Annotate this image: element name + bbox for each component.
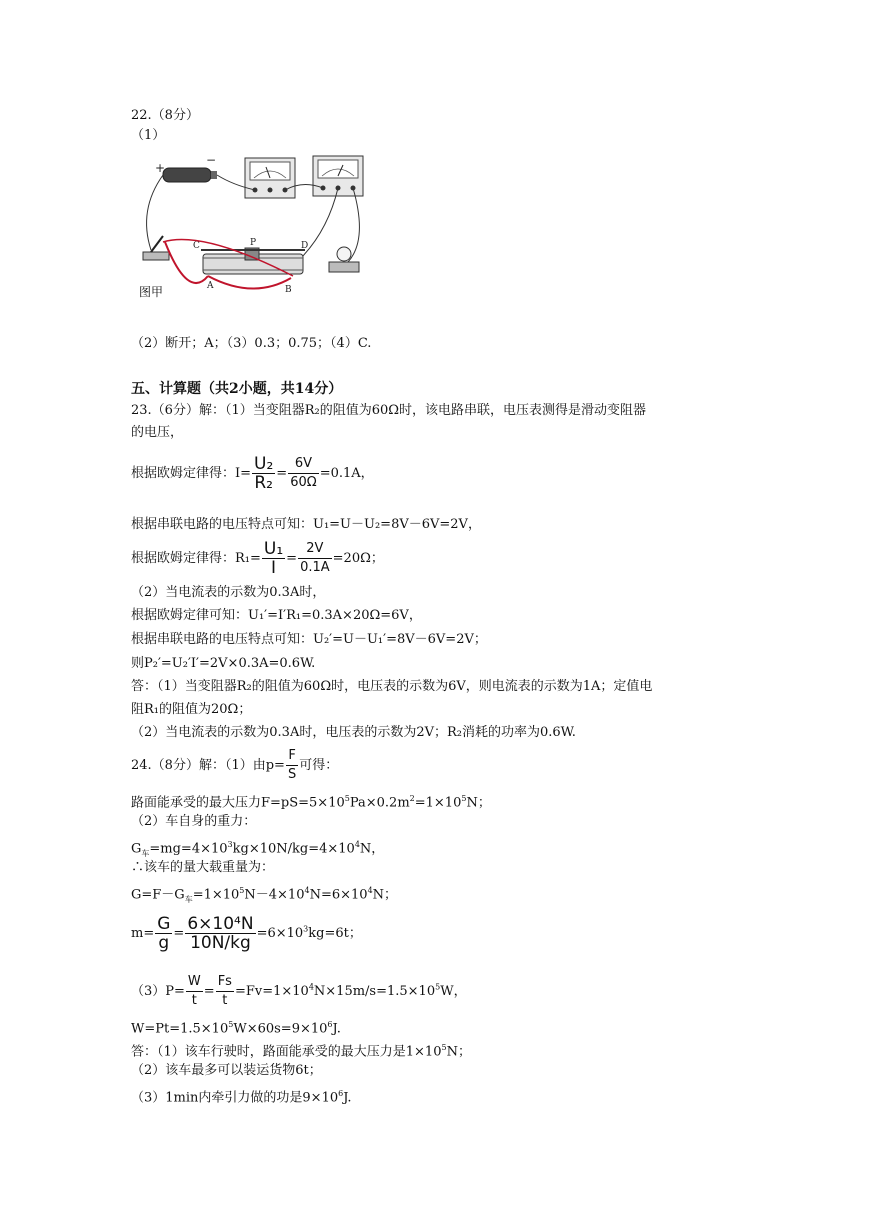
q22-answer: （2）断开；A；（3）0.3；0.75；（4）C.: [131, 336, 372, 351]
fraction: $\frac{G}{g}$: [157, 914, 171, 953]
q24-part2: （2）车自身的重力：: [131, 814, 257, 829]
q24-line1: 24.（8分）解：（1）由p= $\frac{F}{S}$ 可得：: [131, 748, 339, 782]
q22-header: 22.（8分）: [131, 108, 199, 123]
svg-text:A: A: [207, 281, 214, 291]
fraction: $\frac{6V}{60\Omega}$: [290, 456, 317, 490]
fraction: $\frac{Fs}{t}$: [217, 974, 232, 1008]
q23-ohm2: 根据欧姆定律得：R₁= $\frac{\text{U₁}}{I}$ = $\frac{2V}{0.1A}$ =20Ω；: [131, 539, 384, 578]
figure-label: 图甲: [139, 285, 164, 299]
svg-text:B: B: [285, 285, 292, 295]
q24-answer3: （3）1min内牵引力做的功是$9\times 10^6J$.: [131, 1089, 352, 1106]
q23-power: 则P₂′=U₂′I′=2V×0.3A=0.6W.: [131, 656, 316, 671]
q22-part1: （1）: [131, 128, 166, 143]
section-title: 五、计算题（共2小题，共14分）: [131, 381, 343, 397]
q23-answer1: 答：（1）当变阻器R₂的阻值为60Ω时，电压表的示数为6V，则电流表的示数为1A；定值电: [131, 679, 653, 694]
fraction: $\frac{\text{U₁}}{I}$: [263, 539, 284, 578]
q23-line2: 的电压，: [131, 425, 184, 440]
svg-text:P: P: [250, 238, 257, 248]
svg-text:C: C: [193, 241, 200, 251]
fraction: $\frac{F}{S}$: [287, 748, 297, 782]
q23-series2: 根据串联电路的电压特点可知：U₂′=U－U₁′=8V－6V=2V；: [131, 632, 487, 647]
q23-answer2: （2）当电流表的示数为0.3A时，电压表的示数为2V；R₂消耗的功率为0.6W.: [131, 725, 576, 740]
q24-load: $G=F-G_车=1\times 10^5N-4\times 10^4N=6\times 10^4N$；: [131, 886, 398, 904]
q24-answer2: （2）该车最多可以装运货物6t；: [131, 1063, 322, 1078]
q23-series1: 根据串联电路的电压特点可知：U₁=U－U₂=8V－6V=2V，: [131, 517, 481, 532]
fraction: $\frac{\text{6×10⁴N}}{10N/kg}$: [187, 914, 254, 953]
q23-line1: 23.（6分）解：（1）当变阻器R₂的阻值为60Ω时，该电路串联，电压表测得是滑动变阻器: [131, 403, 647, 418]
q24-therefore: ∴该车的量大载重量为：: [131, 860, 275, 875]
fraction: $\frac{2V}{0.1A}$: [300, 541, 330, 575]
svg-text:+: +: [155, 161, 166, 175]
circuit-diagram-figure: [133, 150, 368, 300]
q24-work: $W=Pt=1.5\times 10^5W\times 60s=9\times 10^6J$.: [131, 1020, 341, 1037]
q24-answer1: 答：（1）该车行驶时，路面能承受的最大压力是$1\times 10^5N$；: [131, 1043, 471, 1060]
svg-text:D: D: [301, 241, 309, 251]
svg-text:−: −: [206, 153, 217, 167]
q24-mass: m= $\frac{G}{g}$ = $\frac{\text{6×10⁴N}}{10N/kg}$ $=6\times 10^3kg=6t$；: [131, 914, 362, 953]
q23-answer1b: 阻R₁的阻值为20Ω；: [131, 702, 252, 717]
q24-maxforce: 路面能承受的最大压力$F=pS=5\times 10^5Pa\times 0.2m^2=1\times 10^5N$；: [131, 794, 491, 811]
q23-ohm3: 根据欧姆定律可知：U₁′=I′R₁=0.3A×20Ω=6V，: [131, 608, 422, 623]
q24-power: （3）P= $\frac{W}{t}$ = $\frac{Fs}{t}$ $=Fv=1\times 10^4N\times 15m/s=1.5\times 10^5W$，: [131, 974, 467, 1008]
q23-part2: （2）当电流表的示数为0.3A时，: [131, 585, 326, 600]
fraction: $\frac{\text{U₂}}{\text{R₂}}$: [254, 454, 274, 493]
fraction: $\frac{W}{t}$: [187, 974, 201, 1008]
q24-weight: $G_车=mg=4\times 10^3kg\times 10N/kg=4\times 10^4N$，: [131, 840, 385, 858]
q23-ohm1: 根据欧姆定律得：I= $\frac{\text{U₂}}{\text{R₂}}$ = $\frac{6V}{60\Omega}$ =0.1A，: [131, 454, 374, 493]
